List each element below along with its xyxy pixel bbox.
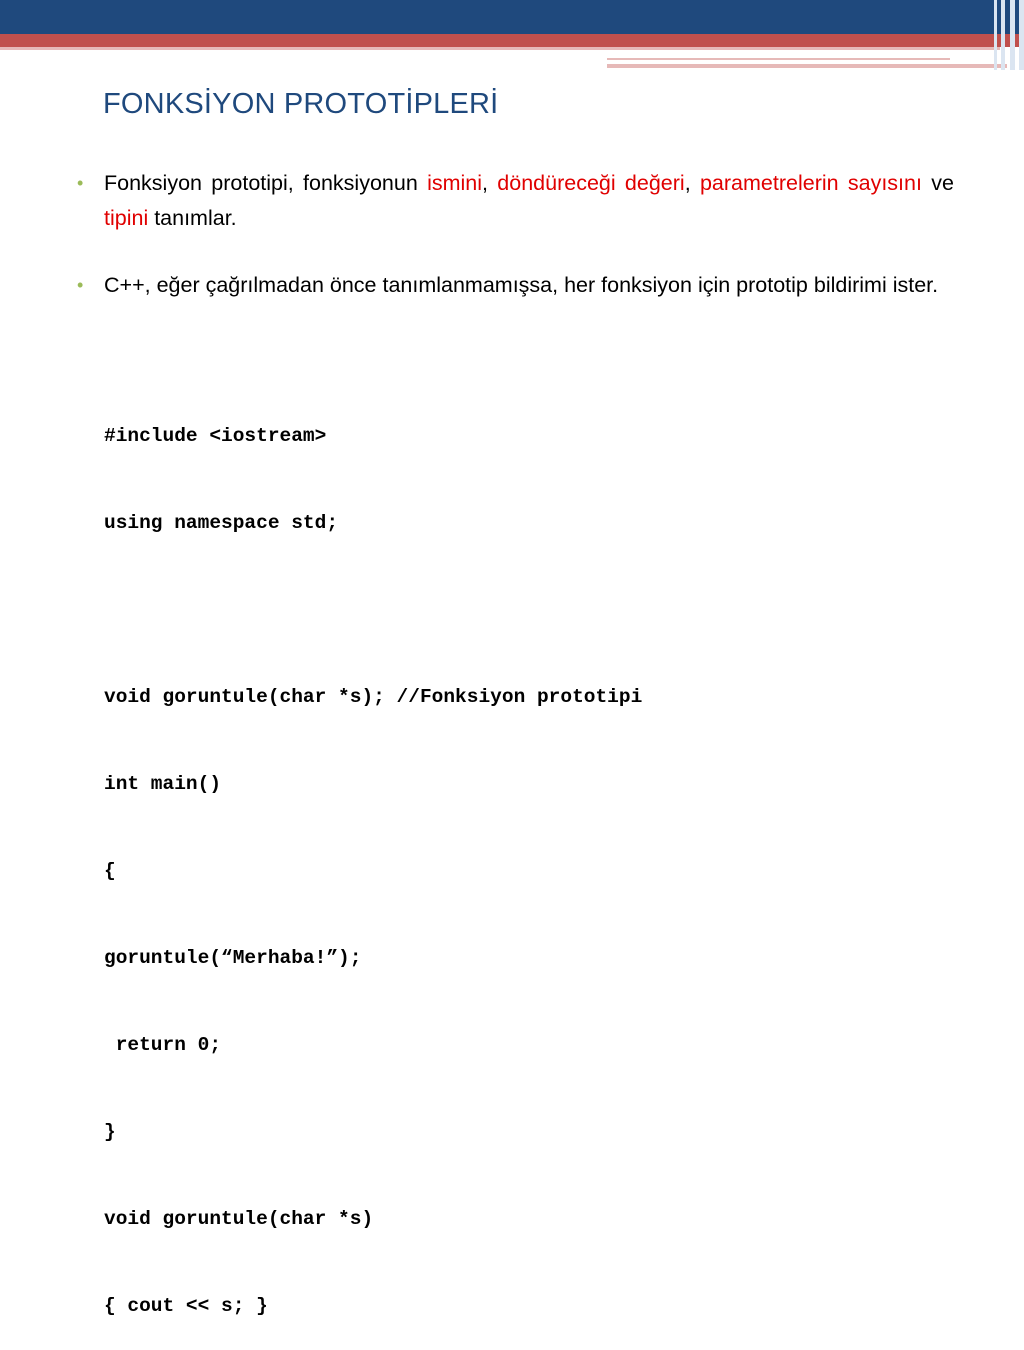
highlight-types: tipini [104,206,149,230]
code-line: { cout << s; } [104,1295,268,1317]
bullet-text: Fonksiyon prototipi, fonksiyonun [104,171,428,195]
bullet-prototype-definition [77,166,954,236]
code-line: int main() [104,773,222,795]
code-block [104,364,642,1350]
code-line: void goruntule(char *s) [104,1208,374,1230]
header-red-band [0,34,1024,47]
header-blue-band [0,0,1024,34]
header-pink-line [607,58,950,60]
code-line: using namespace std; [104,512,339,534]
bullet-text: ve [921,171,954,195]
header-pink-line [0,47,1000,50]
header-pink-line [607,64,1007,68]
header-stripe [1010,0,1015,70]
code-line: } [104,1121,116,1143]
bullet-text: , [684,171,700,195]
code-line [104,596,642,625]
header-stripe [994,0,997,70]
slide-title: FONKSİYON PROTOTİPLERİ [103,88,499,120]
code-line: goruntule(“Merhaba!”); [104,947,362,969]
bullet-dot-icon: • [77,173,84,193]
bullet-text: C++, eğer çağrılmadan önce tanımlanmamışsa, her fonksiyon için prototip bildirimi ister. [104,273,939,297]
code-line: { [104,860,116,882]
bullet-prototype-requirement [77,268,954,303]
highlight-param-count: parametrelerin sayısını [699,171,922,195]
header-stripe [1001,0,1005,70]
code-line: void goruntule(char *s); //Fonksiyon prototipi [104,686,643,708]
header-stripe [1019,0,1024,70]
highlight-name: ismini [427,171,483,195]
bullet-text: tanımlar. [148,206,237,230]
code-line: return 0; [104,1034,222,1056]
code-line: #include <iostream> [104,425,327,447]
bullet-text: , [482,171,498,195]
bullet-dot-icon: • [77,275,84,295]
highlight-return-value: döndüreceği değeri [497,171,685,195]
